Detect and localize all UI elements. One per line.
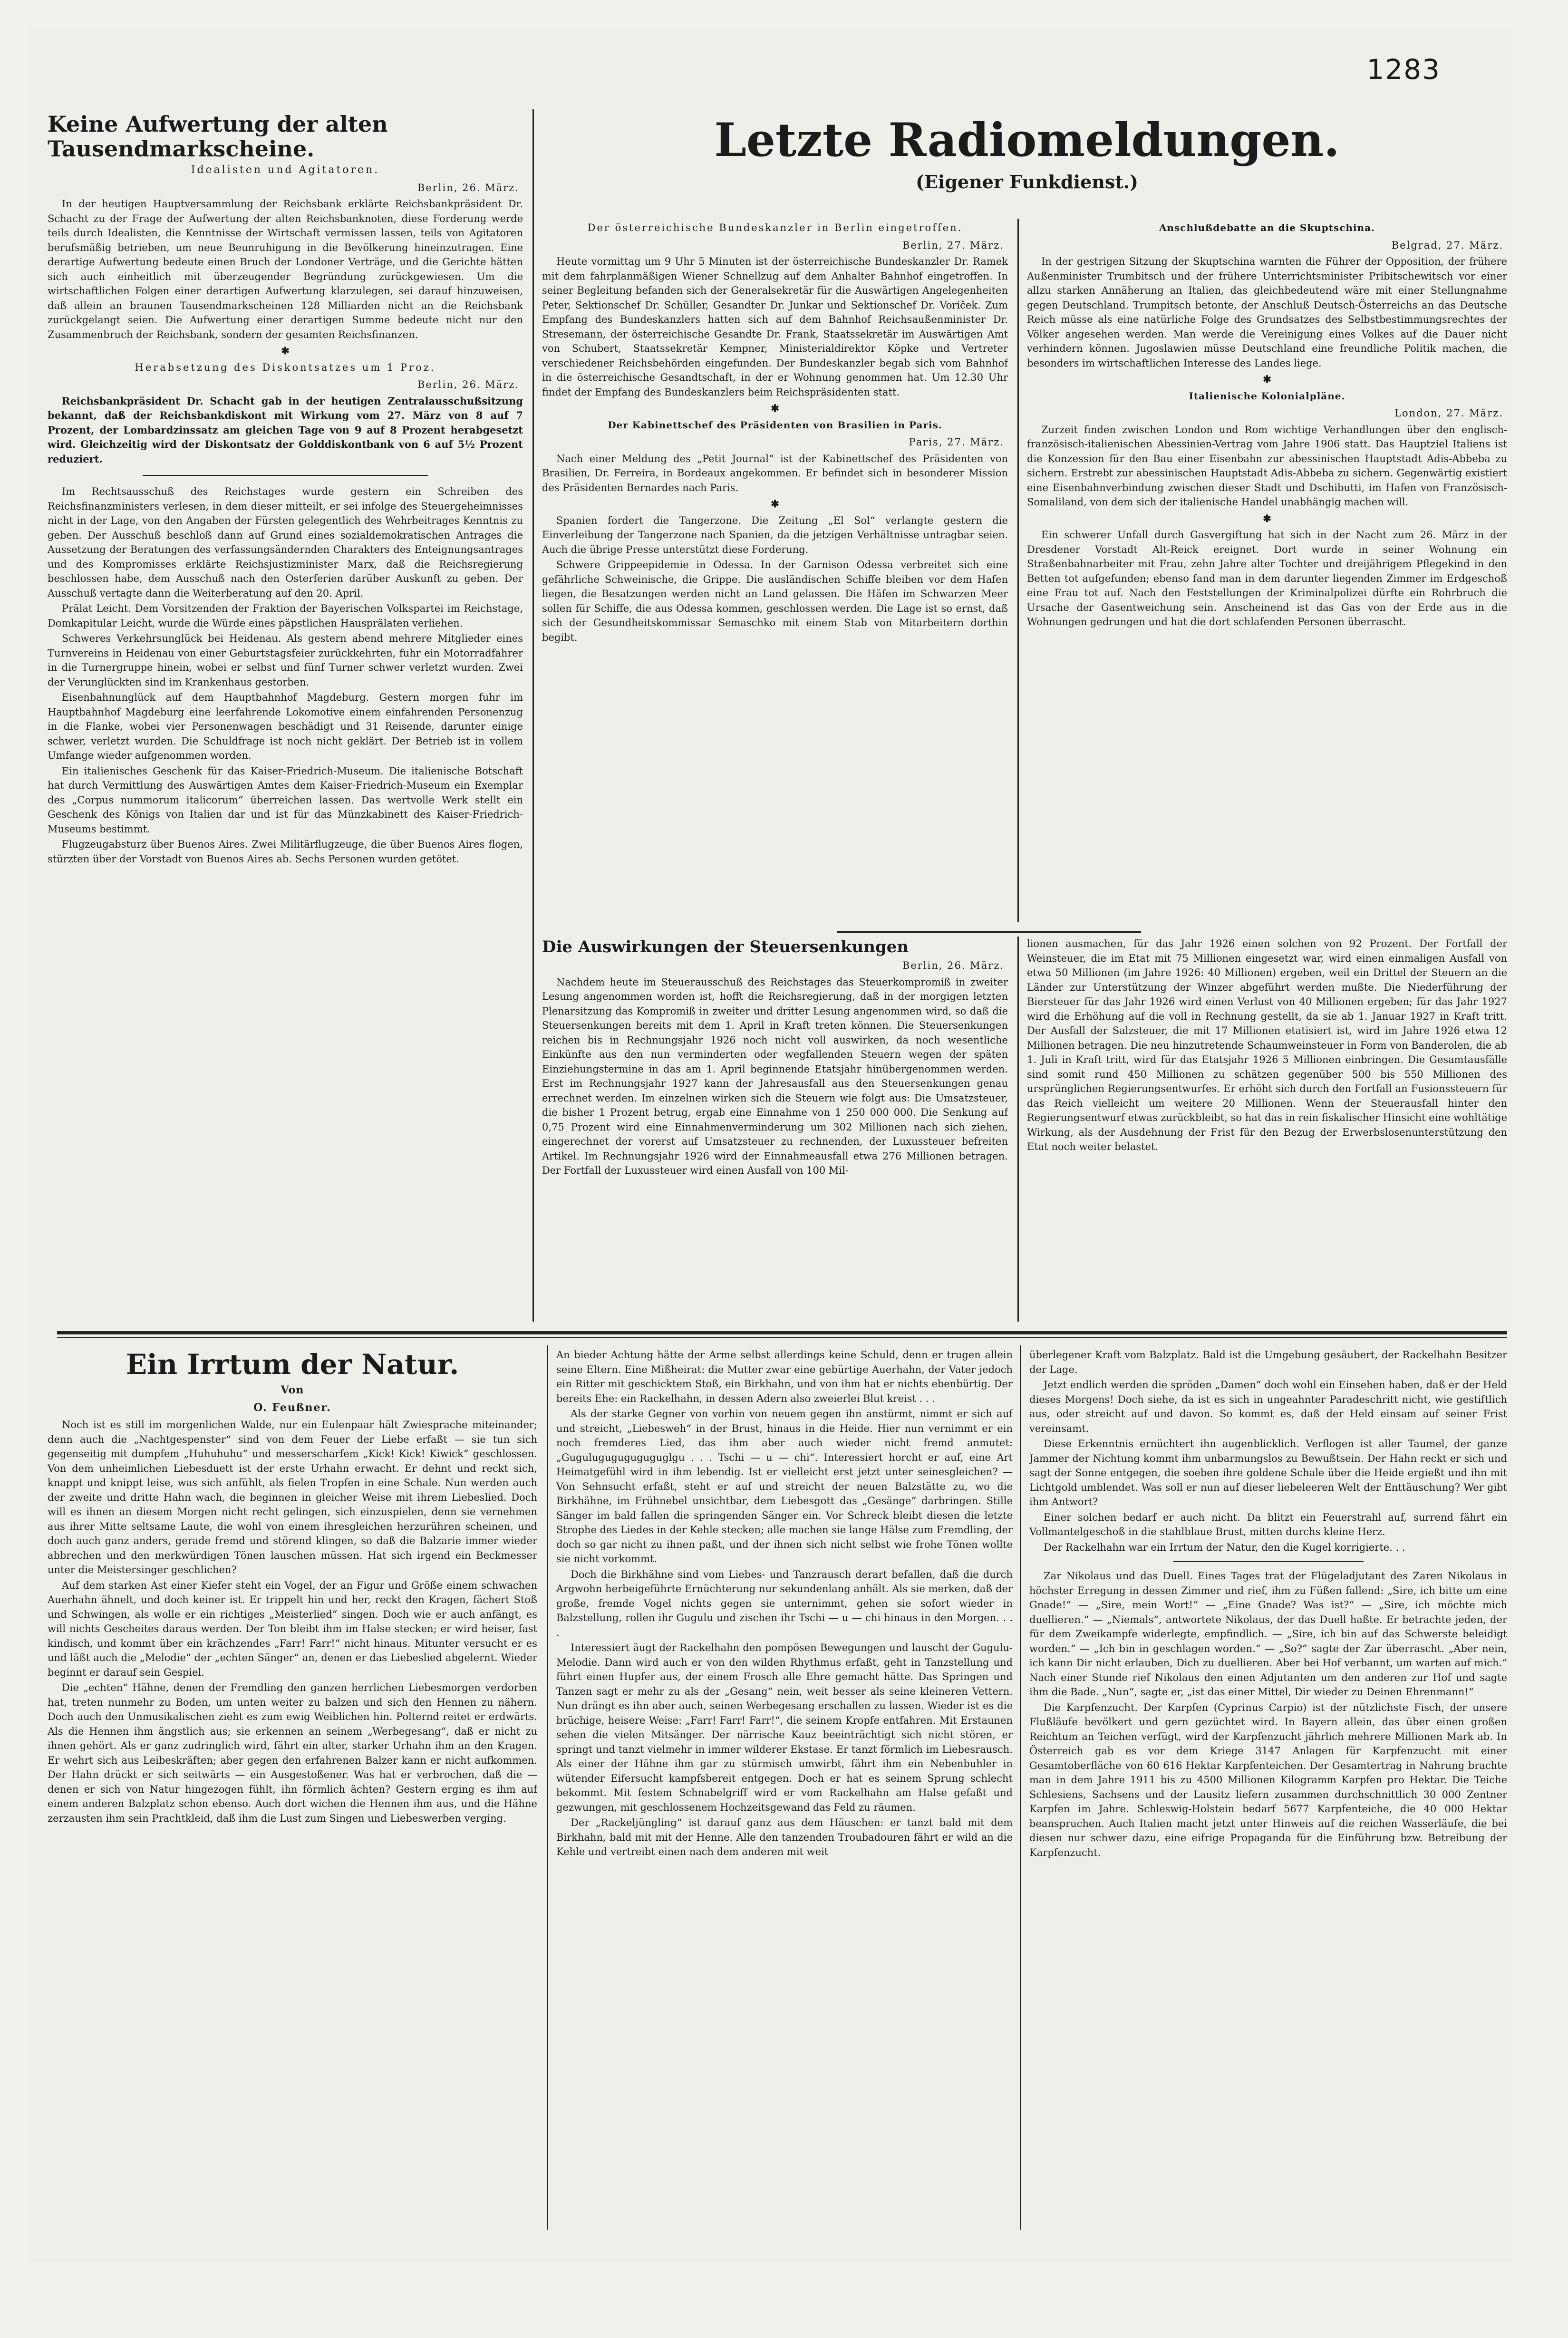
feuilleton-col2 (556, 1348, 1013, 2227)
paragraph: Reichsbankpräsident Dr. Schacht gab in der heutigen Zentralausschußsitzung bekannt, daß der Reichsbankdiskont mit Wirkung vom 27. März von 8 auf 7 Prozent, der Lombardzinssatz am gleichen Tage von 9 auf 8 Prozent herabgesetzt wird. Gleichzeitig wird der Diskontsatz der Golddiskontbank von 6 auf 5½ Prozent reduziert. (48, 395, 523, 465)
separator-star: ✱ (281, 345, 290, 357)
paragraph: lionen ausmachen, für das Jahr 1926 einen solchen von 92 Prozent. Der Fortfall der Weinsteuer, die im Etat mit 75 Millionen eingesetzt war, wird einen einmaligen Ausfall von etwa 50 Millionen (im Jahre 1926: 40 Millionen) ergeben, weil ein Drittel der Steuern an die Länder zur Unterstützung der Winzer abgeführt werden mußte. Die Niederführung der Biersteuer für das Jahr 1926 wird einen Verlust von 40 Millionen ergeben; für das Jahr 1927 wird die Erhöhung auf die voll in Rechnung gestellt, da sie ab 1. Januar 1927 in Kraft tritt. Der Ausfall der Salzsteuer, die mit 17 Millionen etatisiert ist, wird im Jahre 1926 etwa 12 Millionen betragen. Die neu hinzutretende Schaumweinsteuer in Form von Banderolen, die ab 1. Juli in Kraft tritt, wird für das Etatsjahr 1926 5 Millionen einbringen. Die Gesamtausfälle sind somit rund 450 Millionen zu schätzen gegenüber 500 bis 550 Millionen des ursprünglichen Regierungsentwurfes. Er erhöht sich durch den Fortfall an Fusionssteuern für das Reich vielleicht um weitere 20 Millionen. Wenn der Steuerausfall hinter den Regierungsentwurf etwas zurückbleibt, so hat das in rein fiskalischer Hinsicht eine wohltätige Wirkung, als der Ausdehnung der Frist für den Bezug der Erwerbslosenunterstützung den Etat noch weiter belastet. (1027, 938, 1507, 1152)
right-column (1027, 219, 1507, 927)
section-divider (57, 1337, 1507, 1338)
paragraph: Heute vormittag um 9 Uhr 5 Minuten ist der österreichische Bundeskanzler Dr. Ramek mit dem fahrplanmäßigen Wiener Schnellzug auf dem Anhalter Bahnhof eingetroffen. In seiner Begleitung befanden sich der Generalsekretär für die Auswärtigen Angelegenheiten Peter, Sektionschef Dr. Schüller, Gesandter Dr. Junkar und Sektionschef Dr. Voriček. Zum Empfang des Bundeskanzlers hatten sich auf dem Bahnhof Reichsaußenminister Dr. Stresemann, der österreichische Gesandte Dr. Frank, Staatssekretär im Auswärtigen Amt von Schubert, Staatssekretär Kempner, Ministerialdirektor Köpke und Vertreter verschiedener Reichsbehörden eingefunden. Der Bundeskanzler begab sich vom Bahnhof in die österreichische Gesandtschaft, in der er Wohnung genommen hat. Um 12.30 Uhr findet der Empfang des Bundeskanzlers beim Reichspräsidenten statt. (542, 256, 1008, 398)
paragraph: In der heutigen Hauptversammlung der Reichsbank erklärte Reichsbankpräsident Dr. Schacht zu der Frage der Aufwertung der alten Reichsbanknoten, diese Forderung werde teils durch Idealisten, die Kenntnisse der Wirtschaft vermissen lassen, teils von Agitatoren berufsmäßig betrieben, um neue Beunruhigung in die Bevölkerung hineinzutragen. Eine derartige Aufwertung bedeute einen Bruch der Londoner Verträge, und die Gerichte hätten sich auch einheitlich mit überzeugender Begründung zurückgewiesen. Um die wirtschaftlichen Folgen einer derartigen Aufwertung klarzulegen, sei darauf hinzuweisen, daß allein an braunen Tausendmarkscheinen 128 Milliarden nicht an die Reichsbank zurückgelangt seien. Die Aufwertung einer derartigen Summe bedeute nicht nur den Zusammenbruch der Reichsbank, sondern der gesamten Reichsfinanzen. (48, 198, 523, 340)
paragraph: Spanien fordert die Tangerzone. Die Zeitung „El Sol“ verlangte gestern die Einverleibung der Tangerzone nach Spanien, da die jetzigen Verhältnisse untragbar seien. Auch die übrige Presse unterstützt diese Forderung. (542, 514, 1008, 555)
separator-star: ✱ (1263, 512, 1271, 524)
paragraph: Diese Erkenntnis ernüchtert ihn augenblicklich. Verflogen ist aller Taumel, der ganze Jammer der Nichtung kommt ihm unbarmungslos zu Bewußtsein. Der Hahn reckt er sich und sagt der Sonne entgegen, die soeben ihre goldene Schale über die Heide ergießt und ihn mit Lichtgold umblendet. Was soll er nun auf dieser liebeleeren Welt der Enttäuschung? Wer gibt ihm Antwort? (1029, 1438, 1507, 1507)
subheadline-idealisten: Idealisten und Agitatoren. (191, 164, 380, 176)
paragraph: Flugzeugabsturz über Buenos Aires. Zwei Militärflugzeuge, die über Buenos Aires flogen, stürzten über der Vorstadt von Buenos Aires ab. Sechs Personen wurden getötet. (48, 839, 523, 865)
headline-steuersenkungen: Die Auswirkungen der Steuersenkungen (542, 937, 909, 956)
column-rule (1017, 219, 1019, 922)
dateline: Berlin, 26. März. (902, 960, 1004, 971)
column-rule (1017, 937, 1019, 1322)
separator-star: ✱ (771, 402, 779, 414)
headline-anschluss: Anschlußdebatte an die Skuptschina. (1159, 222, 1375, 233)
feuilleton-col1 (48, 1348, 537, 2227)
paragraph: Als der starke Gegner von vorhin von neuem gegen ihn anstürmt, nimmt er sich auf und streicht, „Liebesweh“ in der Brust, hinaus in die Heide. Hier nun vernimmt er ein noch fremderes Lied, das ihm aber auch wieder nicht fremd anmutet: „Guguluguguguguguglgu . . . Tschi — u — chi“. Interessiert horcht er auf, eine Art Heimatgefühl wird in ihm lebendig. Ist er vielleicht erst jetzt unter seinesgleichen? — Von Sehnsucht erfaßt, steht er auf und streicht der neuen Balzstätte zu, wo die Birkhähne, im Frühnebel unsichtbar, dem Liebesgott das „Gesänge“ darbringen. Stille Sänger im bald fallen die springenden Sänger ein. Vor Schreck bleibt diesen die letzte Strophe des Liedes in der Kehle stecken; alle machen sie lange Hälse zum Fremdling, der doch so gar nicht zu ihnen paßt, und der ihnen sich nicht selbst wie frohe Tönen wollte sie nicht vorkommt. (556, 1408, 1013, 1565)
dateline: Berlin, 26. März. (417, 379, 519, 390)
divider (837, 931, 1141, 933)
feuilleton-col3 (1029, 1348, 1507, 2227)
paragraph: Zar Nikolaus und das Duell. Eines Tages trat der Flügeladjutant des Zaren Nikolaus in höchster Erregung in dessen Zimmer und rief, ihm zu Füßen fallend: „Sire, ich bitte um eine Gnade!“ — „Sire, mein Wort!“ — „Eine Gnade? Was ist?“ — „Sire, ich möchte mich duellieren.“ — „Niemals“, antwortete Nikolaus, der das Duell haßte. Er betrachte jeden, der für dem Zweikampfe widerlegte, empfindlich. — „Sire, ich bin auf das Schwerste beleidigt worden.“ — „Ich bin in geschlagen worden.“ — „So?“ sagte der Zar überrascht. „Aber nein, ich kann Dir nicht erlauben, Dich zu duellieren. Aber bei Hof verbannt, um warten auf mich.“ Nach einer Stunde rief Nikolaus den einen Adjutanten um den anderen zur Hof und sagte ihm die Bade. „Nun“, sagte er, „ist das einer Mittel, Dir wieder zu Deinen Ehrenmann!“ (1029, 1570, 1507, 1698)
paragraph: Nachdem heute im Steuerausschuß des Reichstages das Steuerkompromiß in zweiter Lesung angenommen worden ist, hofft die Reichsregierung, daß in der morgigen letzten Plenarsitzung das Kompromiß in zweiter und dritter Lesung angenommen wird, so daß die Steuersenkungen bereits mit dem 1. April in Kraft treten können. Die Steuersenkungen reichen bis in Rechnungsjahr 1926 noch nicht voll auswirken, da noch wesentliche Einkünfte aus den nun verminderten oder wegfallenden Steuern wegen der späten Einziehungstermine in das am 1. April beginnende Etatsjahr hinübergenommen werden. Erst im Rechnungsjahr 1927 kann der Jahresausfall aus den Steuersenkungen genau errechnet werden. Im einzelnen wirken sich die Steuern wie folgt aus: Die Umsatzsteuer, die bisher 1 Prozent betrug, ergab eine Einnahme von 1 250 000 000. Die Senkung auf 0,75 Prozent wird eine Einnahmenverminderung um 302 Millionen nach sich ziehen, eingerechnet der vorerst auf Umsatzsteuer zu rechnenden, der Luxussteuer befreiten Artikel. Im Rechnungsjahr 1926 wird der Einnahmeausfall etwa 276 Millionen betragen. Der Fortfall der Luxussteuer wird einen Ausfall von 100 Mil- (542, 976, 1008, 1176)
paragraph: In der gestrigen Sitzung der Skuptschina warnten die Führer der Opposition, der frühere Außenminister Trumbitsch und der frühere Unterrichtsminister Pribitschewitsch vor einer allzu starken Annäherung an Italien, das gleichbedeutend wäre mit einer Stellungnahme gegen Deutschland. Trumpitsch betonte, der Anschluß Deutsch-Österreichs an das Deutsche Reich müsse als eine natürliche Folge des Grundsatzes des Selbstbestimmungsrechtes der Völker angesehen werden. Man werde die Vereinigung eines Volkes auf die Dauer nicht verhindern können. Jugoslawien müsse Deutschland eine freundliche Politik machen, die besonders im wirtschaftlichen Interesse des Landes liege. (1027, 256, 1507, 369)
left-column (48, 112, 523, 1322)
paragraph: Im Rechtsausschuß des Reichstages wurde gestern ein Schreiben des Reichsfinanzministers verlesen, in dem dieser mitteilt, er sei infolge des Steuergeheimnisses nicht in der Lage, von den Angaben der Fürsten gelegentlich des Wehrbeitrages Kenntnis zu geben. Der Ausschuß beschloß dann auf Grund eines sozialdemokratischen Antrages die Aussetzung der Beratungen des verfassungsändernden Charakters des Enteignungsantrages und des Kompromisses erklärte Reichsjustizminister Marx, daß die Reichsregierung beschlossen habe, dem Ausschuß nach den Osterferien darüber Auskunft zu geben. Der Ausschuß vertagte dann die Weiterberatung auf den 20. April. (48, 486, 523, 599)
steuer-article-right (1027, 937, 1507, 1326)
paragraph: Der „Rackeljüngling“ ist darauf ganz aus dem Häuschen: er tanzt bald mit dem Birkhahn, bald mit mit der Henne. Alle den tanzenden Troubadouren fährt er wild an die Kehle und vertreibt einen nach dem anderen mit weit (556, 1817, 1013, 1857)
byline-author: O. Feußner. (253, 1401, 331, 1414)
byline-von: Von (281, 1384, 304, 1396)
paragraph: Die „echten“ Hähne, denen der Fremdling den ganzen herrlichen Liebesmorgen verdorben hat, treten nunmehr zu Boden, um unten weiter zu balzen und sich den Hennen zu nähern. Doch auch den Unmusikalischen zieht es zum ewig Weiblichen hin. Polternd reitet er erdwärts. Als die Hennen ihm ängstlich aus; sie erkennen an seinem „Werbegesang“, daß er nicht zu ihnen gehört. Als er ganz zudringlich wird, fährt ein alter, starker Urhahn ihm an den Kragen. Er wehrt sich aus Leibeskräften; aber gegen den erfahrenen Balzer kann er nicht aufkommen. Der Hahn drückt er sich seitwärts — ein Ausgestoßener. Was hat er verbrochen, daß die — denen er sich von Natur hingezogen fühlt, ihn förmlich ächten? Gestern erging es ihm auf einem anderen Balzplatz schon ebenso. Auch dort wichen die Hennen ihm aus, und die Hähne zerzausten ihm sein Prachtkleid, daß ihm die Lust zum Singen und Liebeswerben verging. (48, 1682, 537, 1824)
paragraph: überlegener Kraft vom Balzplatz. Bald ist die Umgebung gesäubert, der Rackelhahn Besitzer der Lage. (1029, 1349, 1507, 1375)
main-headline: Letzte Radiomeldungen. (714, 113, 1340, 167)
headline-irrtum: Ein Irrtum der Natur. (126, 1348, 459, 1381)
headline-tausendmark: Keine Aufwertung der alten Tausendmarkscheine. (48, 112, 388, 162)
divider (1173, 1561, 1364, 1562)
paragraph: Auf dem starken Ast einer Kiefer steht ein Vogel, der an Figur und Größe einem schwachen Auerhahn ähnelt, und doch keiner ist. Er trippelt hin und her, reckt den Kragen, fächert Stoß und Schwingen, als wolle er ein richtiges „Meisterlied“ singen. Doch wie er auch anfängt, es will nichts Gescheites daraus werden. Der Ton bleibt ihm im Halse stecken; er wird heiser, fast kindisch, und kommt über ein krächzendes „Farr! Farr!“ nicht hinaus. Mitunter versucht er es und läßt auch die „Melodie“ der „echten Sänger“ an, denen er das Liebeslied abgelernt. Wieder beginnt er darauf sein Gespiel. (48, 1579, 537, 1678)
headline-brasilien: Der Kabinettschef des Präsidenten von Brasilien in Paris. (608, 419, 942, 431)
dateline: Belgrad, 27. März. (1391, 239, 1503, 251)
paragraph: Nach einer Meldung des „Petit Journal“ ist der Kabinettschef des Präsidenten von Brasilien, Dr. Ferreira, in Bordeaux angekommen. Er befindet sich in besonderer Mission des Präsidenten Bernardes nach Paris. (542, 453, 1008, 493)
middle-column (542, 219, 1008, 927)
divider (143, 475, 428, 476)
section-divider (57, 1331, 1507, 1334)
page-number: 1283 (1366, 53, 1441, 86)
separator-star: ✱ (771, 498, 779, 510)
paragraph: Noch ist es still im morgenlichen Walde, nur ein Eulenpaar hält Zwiesprache miteinander; denn auch die „Nachtgespenster“ sind von dem Feuer der Liebe erfaßt — sie tun sich gegenseitig mit dumpfem „Huhuhuhu“ und messerscharfem „Kick! Kick! Kiwick“ geschlossen. Von dem unheimlichen Liebesduett ist der erste Urhahn erwacht. Er dehnt und reckt sich, knappt und knippt leise, was sich anfühlt, als fielen Tropfen in eine Schale. Nun werden auch der zweite und dritte Hahn wach, die beginnen in gleicher Weise mit ihrem Liebeslied. Doch will es ihnen an diesem Morgen nicht recht gelingen, sich einzuspielen, denn sie vernehmen aus ihrer Mitte seltsame Laute, die wohl von einem ihresgleichen herzurühren scheinen, und doch auch ganz anders, gerade fremd und störend klingen, so daß die Balzarie immer wieder abbrechen und den merkwürdigen Tönen lauschen müssen. Hat sich irgend ein Beckmesser unter die Meistersinger geschlichen? (48, 1419, 537, 1575)
headline-kolonial: Italienische Kolonialpläne. (1189, 390, 1345, 402)
column-rule (532, 109, 534, 1322)
paragraph: Zurzeit finden zwischen London und Rom wichtige Verhandlungen über den englisch-französisch-italienischen Abessinien-Vertrag vom Jahre 1906 statt. Das Hauptziel Italiens ist die Konzession für den Bau einer Eisenbahn zur abessinischen Hauptstadt Adis-Abbeba zu sichern. Erstrebt zur abessinischen Hauptstadt Adis-Abbeba zu sichern. Gegenwärtig existiert eine Eisenbahnverbindung zwischen dieser Stadt und Dschibutti, im Hafen von Französisch-Somaliland, von dem sich der italienische Handel unabhängig machen will. (1027, 424, 1507, 508)
subheadline-diskont: Herabsetzung des Diskontsatzes um 1 Proz. (135, 361, 436, 373)
paragraph: Prälat Leicht. Dem Vorsitzenden der Fraktion der Bayerischen Volkspartei im Reichstage, Domkapitular Leicht, wurde die Würde eines päpstlichen Hausprälaten verliehen. (48, 603, 523, 629)
paragraph: Interessiert äugt der Rackelhahn den pompösen Bewegungen und lauscht der Gugulu-Melodie. Dann wird auch er von den wilden Rhythmus erfaßt, geht in Tanzstellung und führt einen Hupfer aus, der einem Frosch alle Ehre gemacht hätte. Das Springen und Tanzen sagt er mehr zu als der „Gesang“ nein, weit besser als seine kleineren Vettern. Nun drängt es ihn aber auch, seinen Werbegesang erschallen zu lassen. Wieder ist es die brüchige, heisere Weise: „Farr! Farr! Farr!“, die seinem Kropfe entfahren. Mit Erstaunen sehen die vielen Mitsänger. Der närrische Kauz beeinträchtigt sich nicht stören, er springt und tanzt vielmehr in immer wilderer Ekstase. Er tanzt förmlich im Liebesrausch. Als einer der Hähne ihm gar zu stürmisch umwirbt, fährt ihm ein Nebenbuhler in wütender Eifersucht kampfsbereit entgegen. Doch er hat es seinem Sprung schlecht bekommt. Mit festem Schnabelgriff wird er vom Rackelhahn am Halse gefaßt und gezwungen, mit geschlossenem Hochzeitsgewand das Feld zu räumen. (556, 1642, 1013, 1813)
paragraph: Doch die Birkhähne sind vom Liebes- und Tanzrausch derart befallen, daß die durch Argwohn herbeigeführte Ernüchterung nur sekundenlang anhält. Als sie merken, daß der große, fremde Vogel nichts gegen sie unternimmt, gehen sie sofort wieder in Balzstellung, rollen ihr Gugulu und zischen ihr Tschi — u — chi hinaus in den Morgen. . . . (556, 1568, 1013, 1638)
paragraph: Eisenbahnunglück auf dem Hauptbahnhof Magdeburg. Gestern morgen fuhr im Hauptbahnhof Magdeburg eine leerfahrende Lokomotive einem einfahrenden Personenzug in die Flanke, wobei vier Personenwagen beschädigt und 31 Reisende, darunter einige schwer, verletzt wurden. Die Schuldfrage ist noch nicht geklärt. Der Betrieb ist in vollem Umfange wieder aufgenommen worden. (48, 692, 523, 761)
headline-bundeskanzler: Der österreichische Bundeskanzler in Berlin eingetroffen. (587, 222, 963, 233)
paragraph: Schwere Grippeepidemie in Odessa. In der Garnison Odessa verbreitet sich eine gefährliche Schweinische, die Grippe. Die ausländischen Schiffe bleiben vor dem Hafen liegen, die Besatzungen werden nicht an Land gelassen. Die Häfen im Schwarzen Meer sollen für Schiffe, die aus Odessa kommen, geschlossen werden. Die Lage ist so ernst, daß sich der Gesundheitskommissar Semaschko mit einem Stab von Mitarbeitern dorthin begibt. (542, 559, 1008, 643)
dateline: Paris, 27. März. (909, 436, 1004, 448)
main-subheadline: (Eigener Funkdienst.) (915, 171, 1139, 193)
separator-star: ✱ (1263, 373, 1271, 385)
dateline: Berlin, 26. März. (417, 182, 519, 193)
dateline: Berlin, 27. März. (902, 239, 1004, 251)
column-rule (1020, 1345, 1021, 2230)
column-rule (547, 1345, 548, 2230)
paragraph: Der Rackelhahn war ein Irrtum der Natur, den die Kugel korrigierte. . . (1044, 1541, 1405, 1553)
paragraph: Schweres Verkehrsunglück bei Heidenau. Als gestern abend mehrere Mitglieder eines Turnvereins in Heidenau von einer Geburtstagsfeier zurückkehrten, fuhr ein Motorradfahrer in die Turnergruppe hinein, wobei er selbst und fünf Turner schwer verletzt wurden. Zwei der Verunglückten sind im Krankenhaus gestorben. (48, 633, 523, 688)
paragraph: Einer solchen bedarf er auch nicht. Da blitzt ein Feuerstrahl auf, surrend fährt ein Vollmantelgeschoß in die stahlblaue Brust, mitten durchs kleine Herz. (1029, 1511, 1507, 1537)
paragraph: An bieder Achtung hätte der Arme selbst allerdings keine Schuld, denn er trugen allein seine Eltern. Eine Mißheirat: die Mutter zwar eine gebürtige Auerhahn, der Vater jedoch ein Ritter mit geschicktem Stoß, ein Birkhahn, und von ihm hat er nichts ebenbürtig. Der bereits Ehe: ein Rackelhahn, in dessen Adern also zweierlei Blut kreist . . . (556, 1349, 1013, 1404)
paragraph: Die Karpfenzucht. Der Karpfen (Cyprinus Carpio) ist der nützlichste Fisch, der unsere Flußläufe bevölkert und gern gezüchtet wird. In Bayern allein, das über einen großen Reichtum an Teichen verfügt, wird der Karpfenzucht jährlich mehrere Millionen Mark ab. In Österreich gab es vor dem Kriege 3147 Anlagen für Karpfenzucht mit einer Gesamtoberfläche von 60 616 Hektar Karpfenteichen. Der Gesamtertrag in Nahrung brachte man in dem Jahre 1911 bis zu 4500 Millionen Kilogramm Karpfen pro Hektar. Die Teiche Schlesiens, Sachsens und der Lausitz liefern zusammen durchschnittlich 30 000 Zentner Karpfen im Jahre. Schleswig-Holstein bedarf 5677 Karpfenteiche, die 40 000 Hektar beanspruchen. Auch Italien macht jetzt unter Hinweis auf die reichen Wasserläufe, die bei diesen nur schwer dazu, eine eifrige Propaganda für die Einführung bzw. Betreibung der Karpfenzucht. (1029, 1701, 1507, 1858)
paragraph: Ein schwerer Unfall durch Gasvergiftung hat sich in der Nacht zum 26. März in der Dresdener Vorstadt Alt-Reick ereignet. Dort wurde in seiner Wohnung ein Straßenbahnarbeiter mit Frau, zehn Jahre alter Tochter und dreijährigem Pflegekind in den Betten tot aufgefunden; ebenso fand man in dem darunter liegenden Zimmer im Erdgeschoß eine Frau tot auf. Nach den Feststellungen der Kriminalpolizei dürfte ein Rohrbruch die Ursache der Gasentweichung sein. Anscheinend ist das Gas von der Erde aus in die Wohnungen gedrungen und hat die dort schlafenden Personen überrascht. (1027, 529, 1507, 628)
steuer-article-left (542, 937, 1008, 1326)
paragraph: Ein italienisches Geschenk für das Kaiser-Friedrich-Museum. Die italienische Botschaft hat durch Vermittlung des Auswärtigen Amtes dem Kaiser-Friedrich-Museum ein Exemplar des „Corpus nummorum italicorum“ überreichen lassen. Das wertvolle Werk stellt ein Geschenk des Königs von Italien dar und ist für das Münzkabinett des Kaiser-Friedrich-Museums bestimmt. (48, 765, 523, 835)
newspaper-page (29, 29, 1512, 2263)
paragraph: Jetzt endlich werden die spröden „Damen“ doch wohl ein Einsehen haben, daß er der Held dieses Morgens! Doch siehe, da ist es sich in ungeahnter Paradeschritt nicht, wie gestiftlich aus, oder streicht auf und davon. So kommt es, daß der Held einsam auf seiner Frist vereinsamt. (1029, 1379, 1507, 1434)
dateline: London, 27. März. (1394, 407, 1503, 419)
